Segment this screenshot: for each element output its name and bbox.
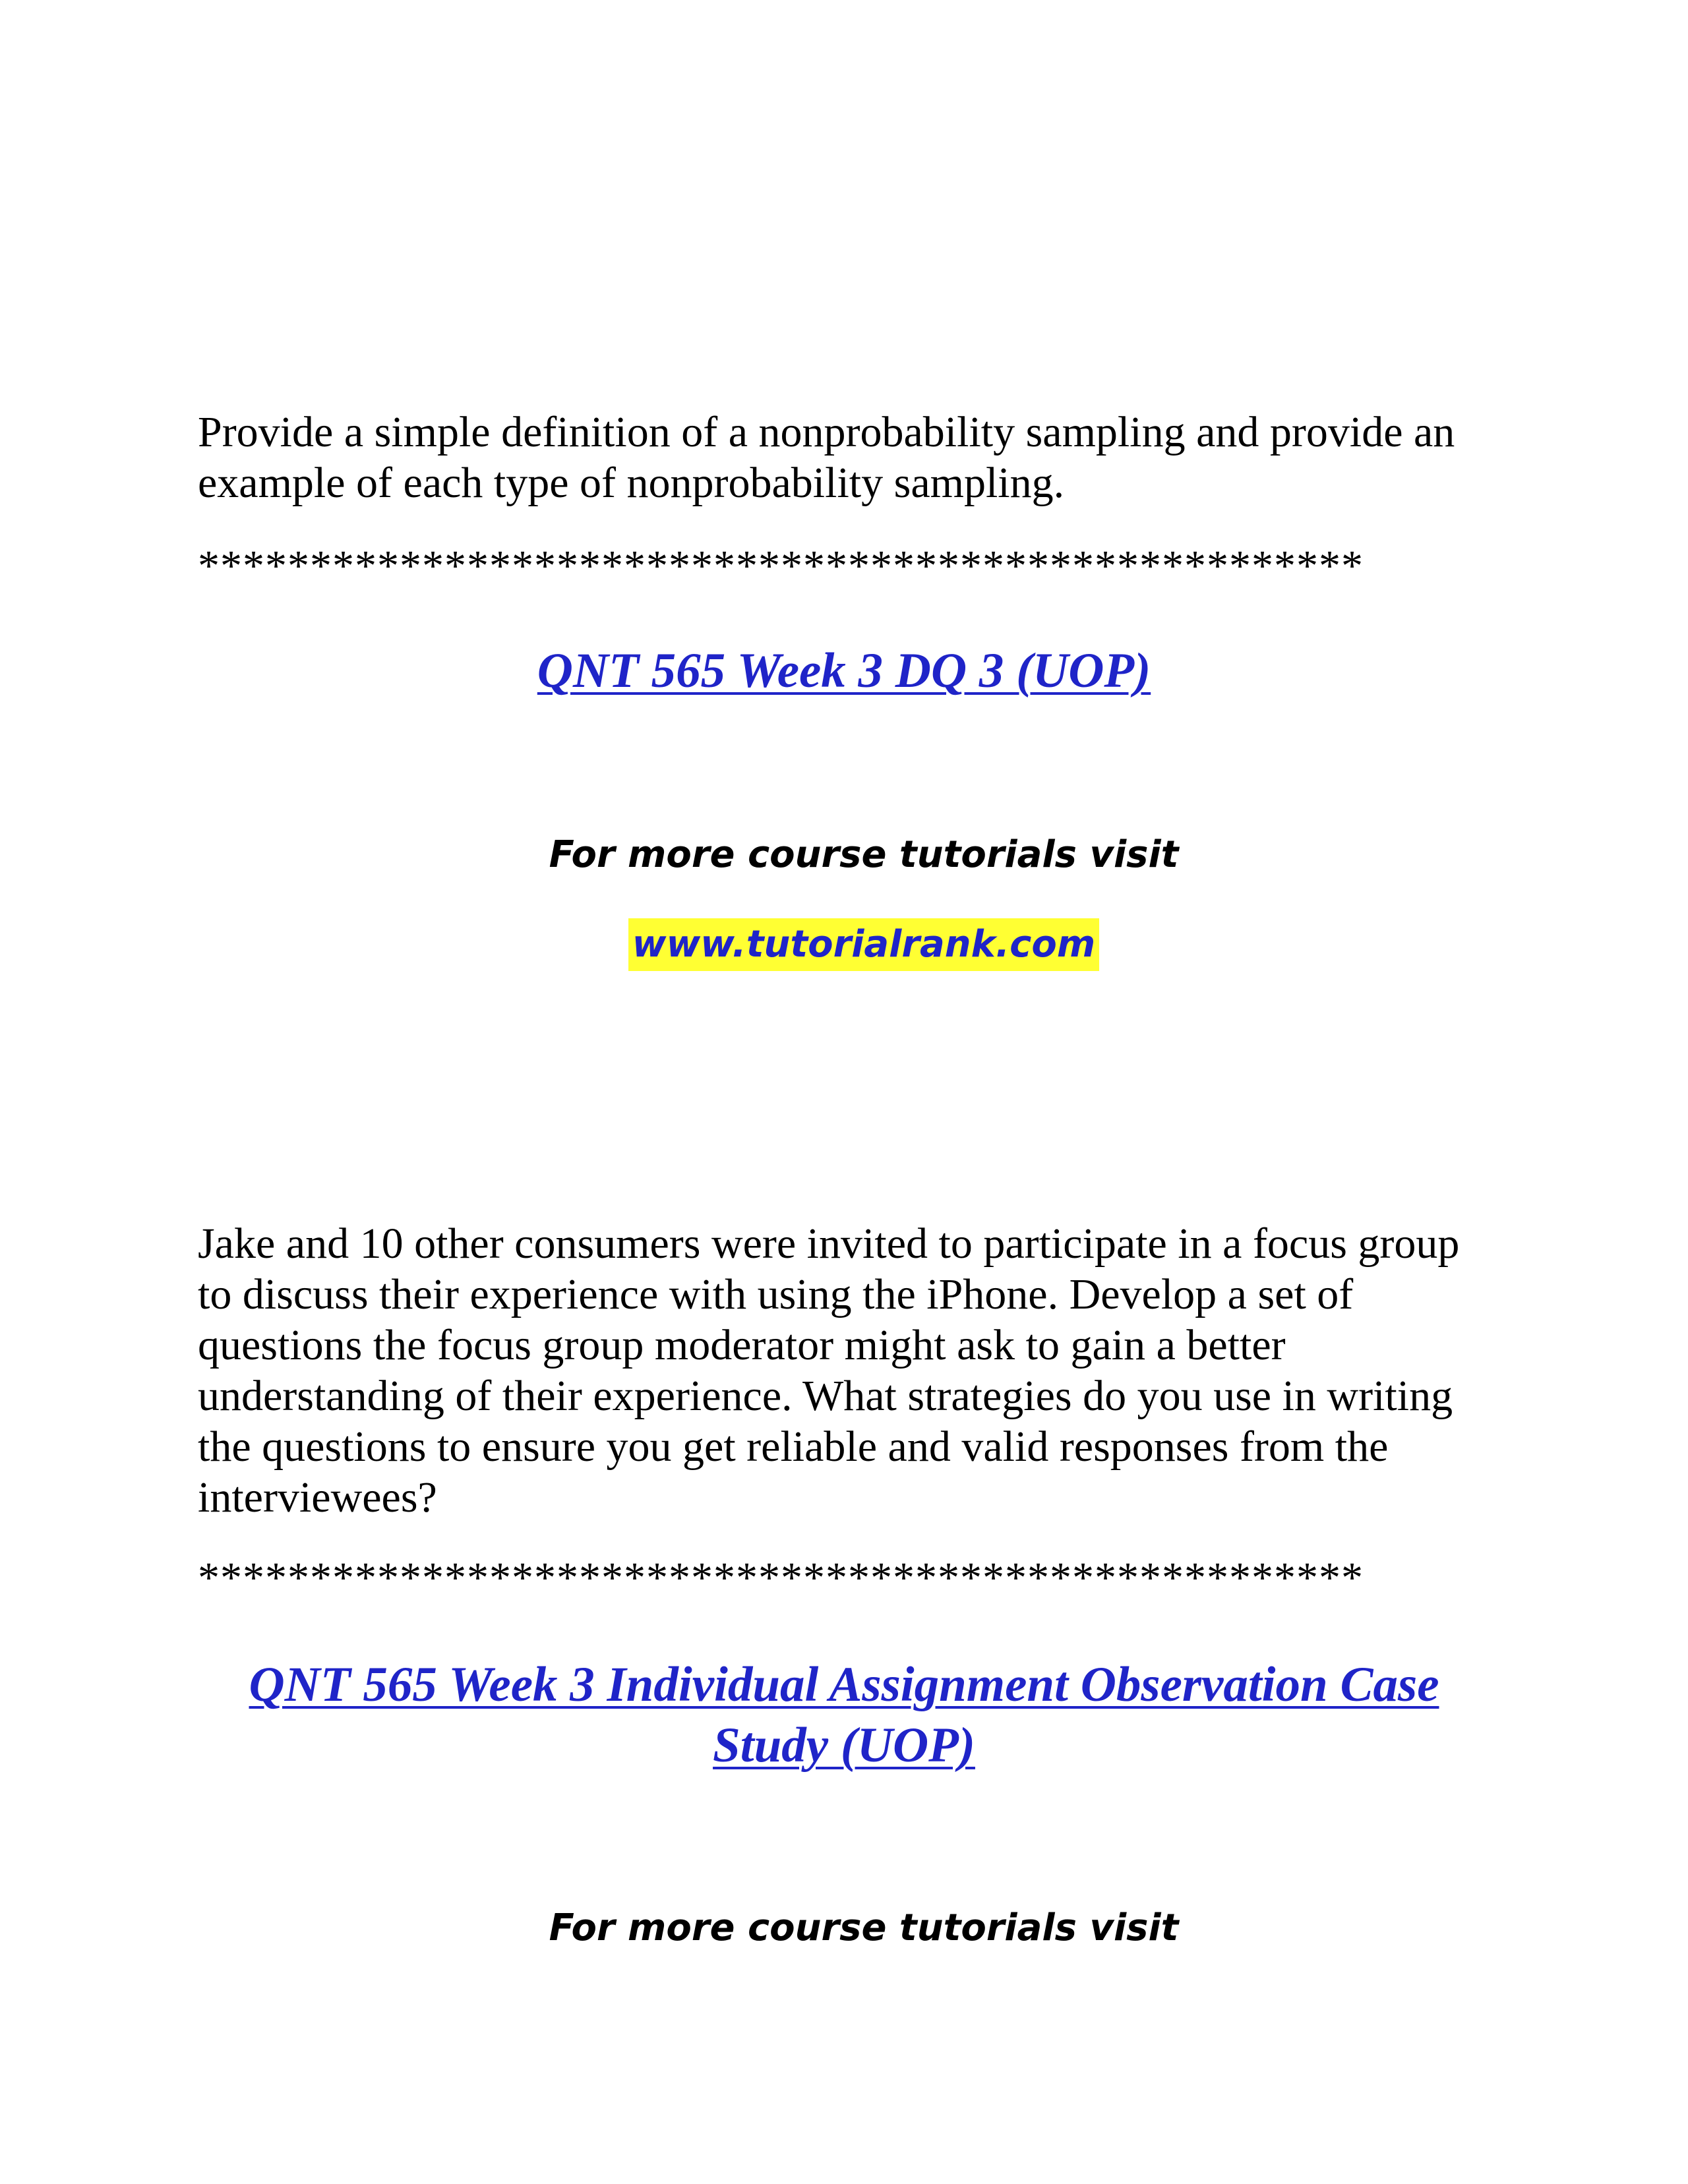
url-wrapper bbox=[198, 918, 1490, 971]
question-nonprobability-sampling: Provide a simple definition of a nonprobability sampling and provide an example of each type of nonprobability sampling. bbox=[198, 408, 1455, 507]
course-link-dq3[interactable]: QNT 565 Week 3 DQ 3 (UOP) bbox=[537, 643, 1151, 698]
tutorialrank-link[interactable]: www.tutorialrank.com bbox=[628, 918, 1099, 971]
question-focus-group: Jake and 10 other consumers were invited to participate in a focus group to discuss their experience with using the iPhone. Develop a set of questions the focus group moderator might ask to gain a better understanding of their experience. What strategies do you use in writing the questions to ensure you get reliable and valid responses from the interviewees? bbox=[198, 1220, 1460, 1521]
visit-text-1: For more course tutorials visit bbox=[549, 833, 1179, 876]
separator-2: **************************************************** bbox=[198, 1554, 1364, 1602]
visit-text-2: For more course tutorials visit bbox=[549, 1906, 1179, 1949]
course-link-observation-case-study[interactable]: QNT 565 Week 3 Individual Assignment Observation Case Study (UOP) bbox=[249, 1657, 1439, 1773]
separator-1: **************************************************** bbox=[198, 542, 1364, 590]
